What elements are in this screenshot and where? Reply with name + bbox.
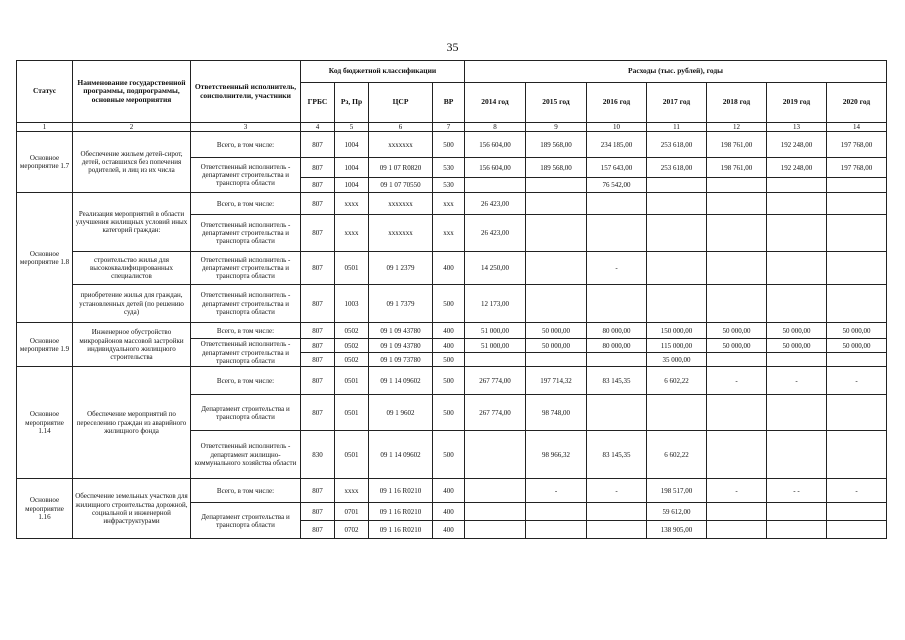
cell-2020 (827, 431, 887, 479)
header-vr: ВР (433, 83, 465, 123)
cell-2014: 267 774,00 (465, 367, 526, 395)
table-row (17, 479, 887, 503)
cell-grbs: 807 (301, 158, 335, 178)
cell-2017 (647, 215, 707, 252)
cell-2014: 51 000,00 (465, 323, 526, 339)
page-number: 35 (446, 40, 459, 54)
header-name: Наименование государственной программы, подпрограммы, основные мероприятия (73, 61, 191, 123)
cell-2016 (587, 353, 647, 367)
cell-2015 (526, 215, 587, 252)
cell-2015 (526, 353, 587, 367)
cell-2019 (767, 353, 827, 367)
table-row (17, 193, 887, 215)
header-rzpr: Рз, Пр (335, 83, 369, 123)
cell-2014: 156 604,00 (465, 132, 526, 158)
cell-2017: 150 000,00 (647, 323, 707, 339)
header-status: Статус (17, 61, 73, 123)
cell-2017 (647, 285, 707, 323)
row-responsible: Всего, в том числе: (191, 323, 301, 339)
cell-2019 (767, 521, 827, 539)
cell-2016: 83 145,35 (587, 431, 647, 479)
row-responsible: Ответственный исполнитель - департамент строительства и транспорта области (191, 339, 301, 367)
cell-2018 (707, 193, 767, 215)
row-responsible: Ответственный исполнитель - департамент строительства и транспорта области (191, 158, 301, 193)
cell-2015: 197 714,32 (526, 367, 587, 395)
cell-csr: 09 1 16 R0210 (369, 479, 433, 503)
cell-rzpr: 0502 (335, 323, 369, 339)
cell-grbs: 807 (301, 132, 335, 158)
cell-2015: 98 966,32 (526, 431, 587, 479)
cell-grbs: 807 (301, 503, 335, 521)
col-number: 5 (335, 123, 369, 132)
cell-2016: - (587, 252, 647, 285)
cell-vr: ххх (433, 215, 465, 252)
cell-2016: - (587, 479, 647, 503)
cell-2015 (526, 178, 587, 193)
cell-2015: 50 000,00 (526, 339, 587, 353)
cell-vr: 500 (433, 431, 465, 479)
cell-2018 (707, 503, 767, 521)
cell-2018: - (707, 479, 767, 503)
header-year: 2017 год (647, 83, 707, 123)
cell-2017 (647, 193, 707, 215)
cell-2019: 50 000,00 (767, 323, 827, 339)
col-number: 12 (707, 123, 767, 132)
cell-2019 (767, 178, 827, 193)
cell-2017: 59 612,00 (647, 503, 707, 521)
col-number: 4 (301, 123, 335, 132)
row-responsible: Всего, в том числе: (191, 367, 301, 395)
cell-rzpr: 0502 (335, 339, 369, 353)
cell-csr: ххххххх (369, 193, 433, 215)
table-row (17, 285, 887, 323)
cell-2017 (647, 252, 707, 285)
cell-2014: 51 000,00 (465, 339, 526, 353)
cell-2018 (707, 395, 767, 431)
col-number: 10 (587, 123, 647, 132)
row-name: Обеспечение земельных участков для жилищного строительства дорожной, социальной и инженерной инфраструктурами (73, 479, 191, 539)
cell-2019 (767, 395, 827, 431)
cell-2020 (827, 353, 887, 367)
cell-2019: 192 248,00 (767, 158, 827, 178)
header-row (17, 61, 887, 83)
cell-2015 (526, 193, 587, 215)
cell-vr: 500 (433, 367, 465, 395)
col-number: 6 (369, 123, 433, 132)
cell-rzpr: 0501 (335, 395, 369, 431)
cell-2018 (707, 521, 767, 539)
cell-2018: 198 761,00 (707, 132, 767, 158)
cell-rzpr: 1004 (335, 158, 369, 178)
cell-2014 (465, 521, 526, 539)
cell-2019 (767, 193, 827, 215)
col-number: 7 (433, 123, 465, 132)
cell-2014 (465, 353, 526, 367)
cell-2016 (587, 521, 647, 539)
cell-2019 (767, 215, 827, 252)
table-row (17, 252, 887, 285)
cell-2014 (465, 479, 526, 503)
row-responsible: Ответственный исполнитель - департамент строительства и транспорта области (191, 252, 301, 285)
cell-csr: 09 1 14 09602 (369, 431, 433, 479)
col-number: 1 (17, 123, 73, 132)
cell-2014: 26 423,00 (465, 215, 526, 252)
cell-rzpr: 0501 (335, 252, 369, 285)
cell-vr: 500 (433, 285, 465, 323)
cell-2014: 156 604,00 (465, 158, 526, 178)
cell-2015: 189 568,00 (526, 132, 587, 158)
cell-grbs: 807 (301, 215, 335, 252)
cell-2018: - (707, 367, 767, 395)
cell-vr: 500 (433, 395, 465, 431)
cell-rzpr: 0501 (335, 431, 369, 479)
col-number: 13 (767, 123, 827, 132)
col-number: 8 (465, 123, 526, 132)
row-status: Основное мероприятие 1.9 (17, 323, 73, 367)
cell-2014 (465, 431, 526, 479)
cell-grbs: 807 (301, 395, 335, 431)
cell-rzpr: 1003 (335, 285, 369, 323)
cell-2017: 6 602,22 (647, 431, 707, 479)
cell-2014: 14 250,00 (465, 252, 526, 285)
cell-2020 (827, 215, 887, 252)
table-row (17, 132, 887, 158)
cell-2020: - (827, 479, 887, 503)
cell-vr: 400 (433, 323, 465, 339)
row-name: Реализация мероприятий в области улучшения жилищных условий иных категорий граждан: (73, 193, 191, 252)
cell-rzpr: 0501 (335, 367, 369, 395)
cell-rzpr: хххх (335, 193, 369, 215)
cell-2019: 192 248,00 (767, 132, 827, 158)
cell-csr: 09 1 16 R0210 (369, 503, 433, 521)
cell-2017: 198 517,00 (647, 479, 707, 503)
cell-2018 (707, 252, 767, 285)
cell-grbs: 807 (301, 339, 335, 353)
cell-grbs: 807 (301, 353, 335, 367)
col-number: 9 (526, 123, 587, 132)
cell-vr: 530 (433, 178, 465, 193)
cell-grbs: 807 (301, 479, 335, 503)
cell-csr: ххххххх (369, 132, 433, 158)
cell-2015: 50 000,00 (526, 323, 587, 339)
column-number-row (17, 123, 887, 132)
cell-vr: 530 (433, 158, 465, 178)
header-year: 2015 год (526, 83, 587, 123)
col-number: 14 (827, 123, 887, 132)
cell-2016: 80 000,00 (587, 323, 647, 339)
cell-2017 (647, 395, 707, 431)
cell-2015 (526, 521, 587, 539)
cell-2018 (707, 215, 767, 252)
cell-grbs: 807 (301, 178, 335, 193)
cell-grbs: 807 (301, 521, 335, 539)
cell-csr: 09 1 7379 (369, 285, 433, 323)
cell-2016 (587, 193, 647, 215)
cell-2020: 197 768,00 (827, 158, 887, 178)
row-responsible: Департамент строительства и транспорта области (191, 395, 301, 431)
cell-csr: 09 1 09 43780 (369, 323, 433, 339)
cell-2018: 198 761,00 (707, 158, 767, 178)
cell-vr: 400 (433, 339, 465, 353)
cell-vr: 500 (433, 353, 465, 367)
header-expenses-group: Расходы (тыс. рублей), годы (465, 61, 887, 83)
cell-csr: ххххххх (369, 215, 433, 252)
col-number: 11 (647, 123, 707, 132)
table-row (17, 367, 887, 395)
cell-2016 (587, 215, 647, 252)
row-name: Инженерное обустройство микрорайонов массовой застройки индивидуального жилищного строительства (73, 323, 191, 367)
cell-2020 (827, 395, 887, 431)
cell-2015: - (526, 479, 587, 503)
row-responsible: Ответственный исполнитель - департамент жилищно-коммунального хозяйства области (191, 431, 301, 479)
cell-2014 (465, 178, 526, 193)
cell-2020 (827, 503, 887, 521)
header-year: 2019 год (767, 83, 827, 123)
cell-2016 (587, 503, 647, 521)
cell-vr: 400 (433, 521, 465, 539)
row-name: Обеспечение жильем детей-сирот, детей, оставшихся без попечения родителей, и лиц из их числа (73, 132, 191, 193)
row-name: Обеспечение мероприятий по переселению граждан из аварийного жилищного фонда (73, 367, 191, 479)
cell-vr: 400 (433, 479, 465, 503)
cell-csr: 09 1 14 09602 (369, 367, 433, 395)
cell-2018 (707, 178, 767, 193)
row-status: Основное мероприятие 1.14 (17, 367, 73, 479)
cell-2017: 115 000,00 (647, 339, 707, 353)
cell-2020 (827, 285, 887, 323)
cell-2016 (587, 285, 647, 323)
cell-vr: 500 (433, 132, 465, 158)
cell-grbs: 807 (301, 367, 335, 395)
header-grbs: ГРБС (301, 83, 335, 123)
row-responsible: Департамент строительства и транспорта области (191, 503, 301, 539)
cell-2020 (827, 193, 887, 215)
cell-rzpr: 0702 (335, 521, 369, 539)
header-year: 2018 год (707, 83, 767, 123)
cell-2015: 98 748,00 (526, 395, 587, 431)
cell-grbs: 807 (301, 285, 335, 323)
cell-2016 (587, 395, 647, 431)
cell-grbs: 830 (301, 431, 335, 479)
cell-rzpr: 0502 (335, 353, 369, 367)
cell-2016: 80 000,00 (587, 339, 647, 353)
row-status: Основное мероприятие 1.7 (17, 132, 73, 193)
row-subname: приобретение жилья для граждан, установленных детей (по решению суда) (73, 285, 191, 323)
cell-csr: 09 1 09 43780 (369, 339, 433, 353)
cell-2019 (767, 252, 827, 285)
cell-rzpr: 1004 (335, 132, 369, 158)
cell-2016: 76 542,00 (587, 178, 647, 193)
cell-2015 (526, 503, 587, 521)
cell-vr: ххх (433, 193, 465, 215)
cell-2017: 138 905,00 (647, 521, 707, 539)
row-responsible: Ответственный исполнитель - департамент строительства и транспорта области (191, 285, 301, 323)
cell-rzpr: хххх (335, 215, 369, 252)
cell-2017: 6 602,22 (647, 367, 707, 395)
header-csr: ЦСР (369, 83, 433, 123)
cell-2020 (827, 178, 887, 193)
cell-2015 (526, 285, 587, 323)
cell-2016: 157 643,00 (587, 158, 647, 178)
row-responsible: Всего, в том числе: (191, 132, 301, 158)
cell-vr: 400 (433, 252, 465, 285)
col-number: 2 (73, 123, 191, 132)
row-status: Основное мероприятие 1.8 (17, 193, 73, 323)
header-responsible: Ответственный исполнитель, соисполнители, участники (191, 61, 301, 123)
cell-2019 (767, 503, 827, 521)
cell-2020: - (827, 367, 887, 395)
cell-2020: 50 000,00 (827, 339, 887, 353)
cell-2020: 197 768,00 (827, 132, 887, 158)
cell-2020: 50 000,00 (827, 323, 887, 339)
header-year: 2014 год (465, 83, 526, 123)
cell-grbs: 807 (301, 323, 335, 339)
cell-2019: - - (767, 479, 827, 503)
row-subname: строительство жилья для высококвалифицированных специалистов (73, 252, 191, 285)
row-responsible: Всего, в том числе: (191, 193, 301, 215)
cell-2018 (707, 431, 767, 479)
cell-rzpr: 1004 (335, 178, 369, 193)
cell-2020 (827, 252, 887, 285)
cell-2017: 253 618,00 (647, 158, 707, 178)
header-code-group: Код бюджетной классификации (301, 61, 465, 83)
header-year: 2020 год (827, 83, 887, 123)
row-responsible: Ответственный исполнитель - департамент строительства и транспорта области (191, 215, 301, 252)
cell-2017: 253 618,00 (647, 132, 707, 158)
cell-2015 (526, 252, 587, 285)
col-number: 3 (191, 123, 301, 132)
header-year: 2016 год (587, 83, 647, 123)
cell-2015: 189 568,00 (526, 158, 587, 178)
cell-grbs: 807 (301, 252, 335, 285)
cell-2014: 12 173,00 (465, 285, 526, 323)
cell-csr: 09 1 2379 (369, 252, 433, 285)
cell-2014: 26 423,00 (465, 193, 526, 215)
cell-2019 (767, 285, 827, 323)
cell-2017: 35 000,00 (647, 353, 707, 367)
cell-2016: 234 185,00 (587, 132, 647, 158)
table-row (17, 323, 887, 339)
cell-csr: 09 1 09 73780 (369, 353, 433, 367)
cell-grbs: 807 (301, 193, 335, 215)
row-responsible: Всего, в том числе: (191, 479, 301, 503)
cell-2018: 50 000,00 (707, 323, 767, 339)
cell-2020 (827, 521, 887, 539)
cell-csr: 09 1 07 70550 (369, 178, 433, 193)
cell-2014 (465, 503, 526, 521)
cell-2019: 50 000,00 (767, 339, 827, 353)
budget-table (16, 60, 887, 539)
cell-2018: 50 000,00 (707, 339, 767, 353)
cell-2014: 267 774,00 (465, 395, 526, 431)
cell-2019 (767, 431, 827, 479)
cell-rzpr: 0701 (335, 503, 369, 521)
cell-2017 (647, 178, 707, 193)
cell-vr: 400 (433, 503, 465, 521)
row-status: Основное мероприятие 1.16 (17, 479, 73, 539)
cell-csr: 09 1 07 R0820 (369, 158, 433, 178)
cell-2019: - (767, 367, 827, 395)
cell-rzpr: хххх (335, 479, 369, 503)
cell-csr: 09 1 9602 (369, 395, 433, 431)
cell-2018 (707, 285, 767, 323)
cell-csr: 09 1 16 R0210 (369, 521, 433, 539)
cell-2016: 83 145,35 (587, 367, 647, 395)
cell-2018 (707, 353, 767, 367)
